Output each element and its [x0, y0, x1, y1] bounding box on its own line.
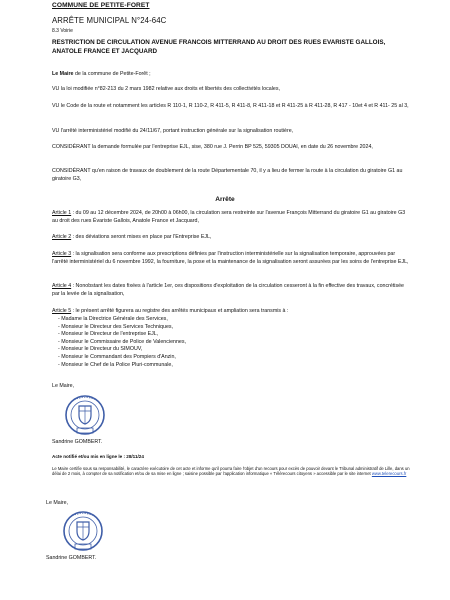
- article-label: Article 4: [52, 283, 72, 289]
- maire-rest: de la commune de Petite-Forêt ;: [73, 71, 151, 77]
- municipal-seal-icon: [60, 393, 110, 437]
- list-item: - Monsieur le Directeur des Services Techniques,: [58, 323, 174, 330]
- considerant-travaux: CONSIDÉRANT qu'en raison de travaux de doublement de la route Départementale 70, il y a lieu de fermer la route à la circulation du giratoire G1 au giratoire G3,: [52, 168, 403, 182]
- signature-role: Le Maire,: [46, 500, 69, 506]
- maire-intro: [52, 71, 412, 79]
- signature-name: Sandrine GOMBERT.: [52, 439, 103, 445]
- list-item: - Monsieur le Commissaire de Police de Valenciennes,: [58, 338, 186, 345]
- article-text: : la signalisation sera conforme aux prescriptions définies par l'instruction interministérielle sur la signalisation temporaire, approuvées par l'arrêté interministériel du 6 novembre 1992, la fourniture, la pose et la maintenance de la signalisation seront assurées par les soins de l'entreprise EJL,: [52, 251, 409, 265]
- signature-name: Sandrine GOMBERT.: [46, 555, 97, 561]
- list-item: - Monsieur le Commandant des Pompiers d'Anzin,: [58, 353, 176, 360]
- recipients-list: [58, 316, 398, 369]
- article-3: [52, 251, 412, 266]
- list-item: - Monsieur le Chef de la Police Pluri-communale,: [58, 361, 173, 368]
- considerant-demande: CONSIDÉRANT la demande formulée par l'entreprise EJL, sise, 380 rue J. Perrin BP 525, 59305 DOUAI, en date du 26 novembre 2024,: [52, 144, 373, 150]
- arrete-heading: Arrête: [215, 196, 235, 203]
- article-5: [52, 308, 412, 316]
- list-item: - Monsieur le Directeur de l'entreprise EJL,: [58, 331, 159, 338]
- recours-text: Le Maire certifie sous sa responsabilité, le caractère exécutoire de cet acte et informe qu'il pourra faire l'objet d'un recours pour excès de pouvoir devant le Tribunal administratif de Lille, dans un délai de 2 mois, à compter de sa notification et/ou de sa mise en ligne ; saisine possible par l'application informatique « Télérecours citoyens » accessible par le site internet: [52, 466, 410, 477]
- article-label: Article 3: [52, 251, 72, 257]
- article-label: Article 2: [52, 234, 72, 240]
- article-2: [52, 234, 412, 242]
- article-1: [52, 210, 412, 225]
- vu-arrete: VU l'arrêté interministériel modifié du 24/11/67, portant instruction générale sur la signalisation routière,: [52, 128, 294, 134]
- telerecours-link[interactable]: www.telerecours.fr: [371, 471, 407, 477]
- municipal-seal-icon: [58, 509, 108, 553]
- article-4: [52, 283, 412, 298]
- article-text: : le présent arrêté figurera au registre des arrêtés municipaux et ampliation sera transmis à :: [71, 308, 289, 314]
- list-item: - Monsieur le Directeur du SIMOUV,: [58, 346, 143, 353]
- maire-label: Le Maire: [52, 71, 74, 77]
- article-text: : du 09 au 12 décembre 2024, de 20h00 à 06h00, la circulation sera restreinte sur l'avenue François Mitterrand du giratoire G1 au giratoire G3 au droit des rues Évariste Gallois, Anatole France et Jacquard,: [52, 210, 406, 224]
- signature-role: Le Maire,: [52, 383, 75, 389]
- article-text: : des déviations seront mises en place par l'Entreprise EJL,: [71, 234, 212, 240]
- vu-code-route: VU le Code de la route et notamment les articles R 110-1, R 110-2, R 411-5, R 411-8, R 411-18 et R 411-25 à R 411-28, R 417 - 10et 4 et R 411- 25 al 3,: [52, 103, 409, 109]
- article-label: Article 1: [52, 210, 72, 216]
- article-label: Article 5: [52, 308, 72, 314]
- category-label: 8.3 Voirie: [52, 28, 73, 34]
- transmission-date: Acte notifié et/ou mis en ligne le : 28/11/24: [52, 454, 144, 459]
- vu-loi: VU la loi modifiée n°82-213 du 2 mars 1982 relative aux droits et libertés des collectivités locales,: [52, 86, 280, 92]
- arrete-number: ARRÊTE MUNICIPAL N°24-64C: [52, 16, 167, 25]
- commune-name: COMMUNE DE PETITE-FORET: [52, 2, 150, 9]
- document-title: RESTRICTION DE CIRCULATION AVENUE FRANCOIS MITTERRAND AU DROIT DES RUES EVARISTE GALLOIS, ANATOLE FRANCE ET JACQUARD: [52, 39, 386, 55]
- list-item: - Madame la Directrice Générale des Services,: [58, 316, 168, 322]
- recours-notice: [52, 466, 412, 477]
- article-text: : Nonobstant les dates fixées à l'article 1er, ces dispositions d'exploitation de la circulation cesseront à la fin effective des travaux, concrétisée par la levée de la signalisation,: [52, 283, 405, 297]
